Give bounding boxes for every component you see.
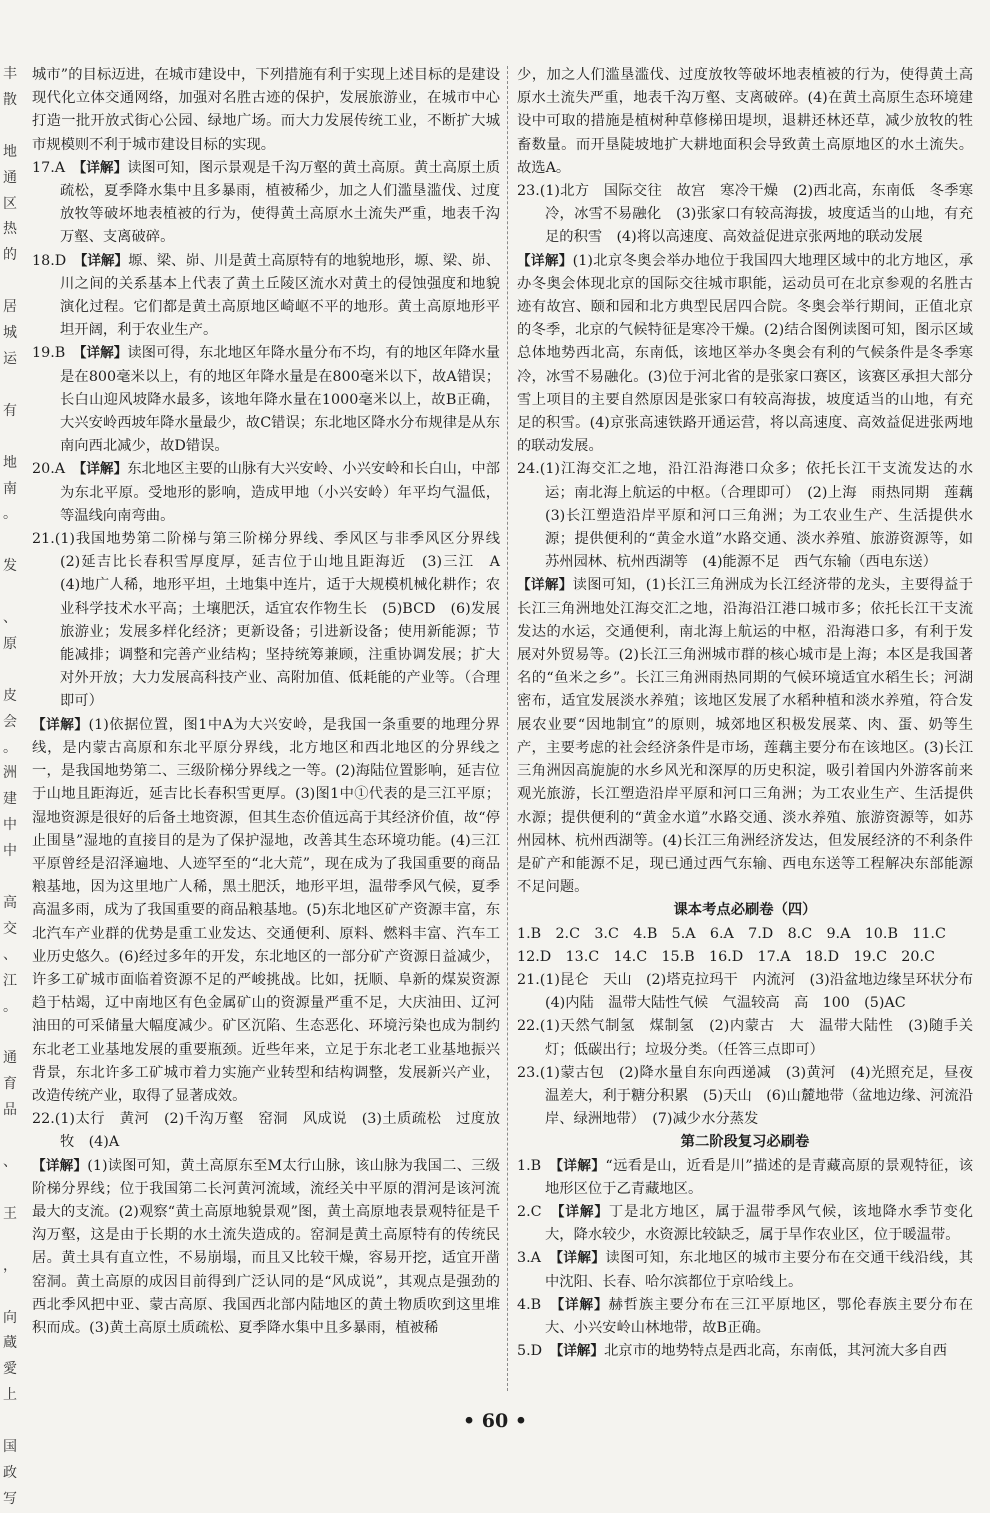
answer-number: 22. [32, 1111, 55, 1128]
answer-paragraph [517, 946, 973, 969]
explanation-tag: 【详解】 [32, 716, 89, 733]
answer-item [32, 342, 500, 458]
answer-text: 东北地区主要的山脉有大兴安岭、小兴安岭和长白山，中部为东北平原。受地形的影响，造成甲地（小兴安岭）年平均气温低，等温线向南弯曲。 [60, 461, 501, 524]
answer-number: 23. [517, 183, 540, 200]
section-title: 第二阶段复习必刷卷 [680, 1134, 810, 1151]
answer-paragraph [517, 574, 973, 899]
answer-item [517, 1062, 973, 1132]
answer-text: 塬、梁、峁、川是黄土高原特有的地貌地形，塬、梁、峁、川之间的关系基本上代表了黄土丘陵区流水对黄土的侵蚀强度和地貌演化过程。它们都是黄土高原地区崎岖不平的地形。黄土高原地形平坦开阔，利于农业生产。 [60, 252, 501, 339]
answer-item [517, 1294, 973, 1340]
answer-item [517, 458, 988, 574]
answer-number: 20.A [32, 461, 80, 478]
answer-text: (1)蒙古包 (2)降水量自东向西递减 (3)黄河 (4)光照充足，昼夜温差大，利于糖分积累 (5)天山 (6)山麓地带（盆地边缘、河流沿岸、绿洲地带） (7)减少水分蒸发 [539, 1064, 973, 1128]
answer-text: 少，加之人们滥垦滥伐、过度放牧等破坏地表植被的行为，使得黄土高原水土流失严重，地表千沟万壑、支离破碎。(4)在黄土高原生态环境建设中可取的措施是植树种草修梯田堤坝，退耕还林还草，减少放牧的牲畜数量。而开垦陡坡地扩大耕地面积会导致黄土高原地区的水土流失。故选A。 [517, 67, 973, 176]
explanation-tag: 【详解】 [32, 1157, 88, 1174]
answer-text: 城市”的目标迈进，在城市建设中，下列措施有利于实现上述目标的是建设现代化立体交通网络，加强对名胜古迹的保护，发展旅游业，在城市中心打造一批开放式街心公园、绿地广场。而大力发展传统工业，不断扩大城市规模则不利于城市建设目标的实现。 [32, 67, 500, 153]
answer-number: 1.B [517, 1157, 557, 1174]
answer-item [32, 250, 500, 343]
right-column [517, 64, 988, 1400]
answer-number: 24. [517, 461, 540, 478]
answer-number: 23. [517, 1064, 540, 1081]
answer-number: 22. [517, 1018, 540, 1035]
answer-paragraph [32, 714, 500, 1108]
answer-text: 读图可知，东北地区的城市主要分布在交通干线沿线，其中沈阳、长春、哈尔滨都位于京哈线上。 [545, 1250, 974, 1290]
answer-number: 18.D [32, 252, 81, 269]
answer-item [517, 1201, 973, 1247]
answer-number: 2.C [517, 1203, 558, 1220]
answer-text: (1)太行 黄河 (2)千沟万壑 窑洞 风成说 (3)土质疏松 过度放牧 (4)A [54, 1111, 500, 1151]
answer-paragraph [517, 64, 973, 180]
explanation-tag: 【详解】 [517, 577, 573, 594]
answer-paragraph [517, 250, 973, 459]
answer-text: (1)读图可知，黄土高原东至M太行山脉，该山脉为我国二、三级阶梯分界线；位于我国第二长河黄河流域，流经关中平原的渭河是该河流最大的支流。(2)观察“黄土高原地貌景观”图，黄土高原地表景观特征是千沟万壑，这是由于长期的水土流失造成的。窑洞是黄土高原特有的传统民居。黄土具有直立性，不易崩塌，而且又比较干燥，容易开挖，适宜开凿窑洞。黄土高原的成因目前得到广泛认同的是“风成说”，其观点是强劲的西北季风把中亚、蒙古高原、我国西北部内陆地区的黄土物质吹到这里堆积而成。(3)黄土高原土质疏松、夏季降水集中且多暴雨，植被稀 [32, 1157, 500, 1336]
answer-text: 12.D 13.C 14.C 15.B 16.D 17.A 18.D 19.C 20.C [517, 948, 935, 965]
answer-text: 北京市的地势特点是西北高，东南低，其河流大多自西 [603, 1343, 948, 1360]
answer-text: (1)昆仑 天山 (2)塔克拉玛干 内流河 (3)沿盆地边缘呈环状分布 (4)内陆 温带大陆性气候 气温较高 高 100 (5)AC [539, 971, 988, 1012]
answer-item [517, 1155, 973, 1201]
answer-text: 1.B 2.C 3.C 4.B 5.A 6.A 7.D 8.C 9.A 10.B 11.C [517, 925, 946, 942]
answer-text: (1)北京冬奥会举办地位于我国四大地理区域中的北方地区，承办冬奥会体现北京的国际交往城市职能，运动员可在北京参观的名胜古迹有故宫、颐和园和北方典型民居四合院。冬奥会举行期间，正值北京的冬季，北京的气候特征是寒冷干燥。(2)结合图例读图可知，图示区域总体地势西北高，东南低，该地区举办冬奥会有利的气候条件是冬季寒冷，冰雪不易融化。(3)位于河北省的是张家口赛区，该赛区承担大部分雪上项目的主要自然原因是张家口有较高海拔，坡度适当的山地，有充足的积雪。(4)京张高速铁路开通运营，将以高速度、高效益促进张两地的联动发展。 [517, 252, 974, 455]
answer-text: “远看是山，近看是川”描述的是青藏高原的景观特征，该地形区位于乙青藏地区。 [545, 1157, 973, 1197]
answer-text: 读图可知，(1)长江三角洲成为长江经济带的龙头，主要得益于长江三角洲地处江海交汇之地，沿海沿江港口城市多；依托长江干支流发达的水运，交通便利，南北海上航运的中枢，沿海港口多，有利于发展对外贸易等。(2)长江三角洲城市群的核心城市是上海；本区是我国著名的“鱼米之乡”。长江三角洲雨热同期的气候环境适宜水稻生长；河湖密布，适宜发展淡水养殖；该地区发展了水稻种植和淡水养殖，符合发展农业要“因地制宜”的原则，城郊地区积极发展菜、肉、蛋、奶等生产，主要考虑的社会经济条件是市场，莲藕主要分布在该地区。(3)长江三角洲因高旎旎的水乡风光和深厚的历史积淀，吸引着国内外游客前来观光旅游，长江塑造沿岸平原和河口三角洲；为工农业生产、生活提供水源；提供便利的“黄金水道”水路交通、淡水养殖、旅游资源等，如苏州园林、杭州西湖等。(4)长江三角洲经济发达，但发展经济的不利条件是矿产和能源不足，现已通过西气东输、西电东送等工程解决东部能源不足问题。 [517, 577, 974, 896]
explanation-tag: 【详解】 [556, 1343, 604, 1360]
answer-number: 21. [32, 531, 55, 548]
section-title: 课本考点必刷卷（四） [673, 902, 817, 919]
explanation-tag: 【详解】 [80, 252, 129, 269]
answer-number: 19.B [32, 345, 80, 362]
explanation-tag: 【详解】 [556, 1250, 606, 1267]
answer-text: (1)江海交汇之地，沿江沿海港口众多；依托长江干支流发达的水运；南北海上航运的中枢。（合理即可） (2)上海 雨热同期 莲藕 (3)长江塑造沿岸平原和河口三角洲；为工农业生产、生活提供水源；提供便利的“黄金水道”水路交通、淡水养殖、旅游资源等，如苏州园林、杭州西湖等 (4)能源不足 西气东输（西电东送） [539, 461, 988, 571]
answer-number: 21. [517, 971, 540, 988]
answer-paragraph [32, 64, 500, 157]
answer-item [32, 458, 500, 528]
answer-item [517, 969, 988, 1015]
answer-text: 赫哲族主要分布在三江平原地区，鄂伦春族主要分布在大、小兴安岭山林地带，故B正确。 [545, 1296, 973, 1336]
explanation-tag: 【详解】 [79, 461, 128, 478]
answer-item [32, 1108, 500, 1154]
answer-number: 3.A [517, 1250, 557, 1267]
page-number: • 60 • [463, 1410, 527, 1432]
answer-number: 4.B [517, 1296, 558, 1313]
answer-text: (1)天然气制氢 煤制氢 (2)内蒙古 大 温带大陆性 (3)随手关灯；低碳出行；垃圾分类。（任答三点即可） [539, 1018, 973, 1058]
answer-text: (1)北方 国际交往 故宫 寒冷干燥 (2)西北高，东南低 冬季寒冷，冰雪不易融化 (3)张家口有较高海拔，坡度适当的山地，有充足的积雪 (4)将以高速度、高效益促进京张两地的联动发展 [539, 183, 973, 246]
answer-paragraph [32, 1155, 500, 1341]
answer-item [32, 528, 515, 714]
answer-text: 读图可知，图示景观是千沟万壑的黄土高原。黄土高原土质疏松，夏季降水集中且多暴雨，植被稀少，加之人们滥垦滥伐、过度放牧等破坏地表植被的行为，使得黄土高原水土流失严重，地表千沟万壑、支离破碎。 [60, 159, 501, 246]
answer-item [517, 1015, 973, 1061]
left-column [32, 64, 515, 1400]
explanation-tag: 【详解】 [557, 1296, 609, 1313]
explanation-tag: 【详解】 [79, 159, 128, 176]
adjacent-page-edge-text: 丰 散 地 通 区 热 的 居 城 运 有 地 南 。 发 、 原 皮 会 。 洲 建 中 中 高 交 、 江 。 通 育 品 、 王 ， 向 蔵 愛 上 国 政 写 [3, 66, 17, 1507]
answer-item [517, 1340, 973, 1363]
answer-number: 5.D [517, 1343, 557, 1360]
answer-paragraph [517, 923, 973, 946]
answer-number: 17.A [32, 159, 80, 176]
answer-text: 读图可得，东北地区年降水量分布不均，有的地区年降水量是在800毫米以上，有的地区年降水量是在800毫米以下，故A错误；长白山迎风坡降水最多，该地年降水量在1000毫米以上，故B正确，大兴安岭西坡年降水量最少，故C错误；东北地区降水分布规律是从东南向西北减少，故D错误。 [60, 345, 501, 455]
answer-item [517, 1247, 973, 1293]
explanation-tag: 【详解】 [557, 1203, 609, 1220]
column-divider [507, 66, 508, 1391]
answer-text: 丁是北方地区，属于温带季风气候，该地降水季节变化大，降水较少，水资源比较缺乏，属于旱作农业区，位于暖温带。 [545, 1203, 973, 1244]
answer-text: (1)依据位置，图1中A为大兴安岭，是我国一条重要的地理分界线，是内蒙古高原和东北平原分界线，北方地区和西北地区的分界线之一，是我国地势第二、三级阶梯分界线之一等。(2)海陆位置影响，延吉位于山地且距海近，延吉比长春积雪更厚。(3)图1中①代表的是三江平原；湿地资源是很好的后备土地资源，但其生态价值远高于其经济价值，故“停止围垦”湿地的直接目的是为了保护湿地，改善其生态环境功能。(4)三江平原曾经是沼泽遍地、人迹罕至的“北大荒”，现在成为了我国重要的商品粮基地，因为这里地广人稀，黑土肥沃，地形平坦，温带季风气候，夏季高温多雨，成为了我国重要的商品粮基地。(5)东北地区矿产资源丰富，东北汽车产业群的优势是重工业发达、交通便利、原料、燃料丰富、汽车工业历史悠久。(6)经过多年的开发，东北地区的一部分矿产资源日益减少，许多工矿城市面临着资源不足的严峻挑战。比如，抚顺、阜新的煤炭资源趋于枯竭，辽中南地区有色金属矿山的资源量严重不足，大庆油田、辽河油田的可采储量大幅度减少。矿区沉陷、生态恶化、环境污染也成为制约东北老工业基地发展的重要瓶颈。近些年来，立足于东北老工业基地振兴背景，东北许多工矿城市着力实施产业转型和结构调整，发展新兴产业，改造传统产业，取得了显著成效。 [32, 716, 501, 1104]
answer-text: (1)我国地势第二阶梯与第三阶梯分界线、季风区与非季风区分界线 (2)延吉比长春积雪厚度厚，延吉位于山地且距海近 (3)三江 A (4)地广人稀，地形平坦，土地集中连片，适于大规模机械化耕作；农业科学技术水平高；土壤肥沃，适宜农作物生长 (5)BCD (6)发展旅游业；发展多样化经济；更新设备；引进新设备；使用新能源；节能减排；调整和完善产业结构；坚持统筹兼顾，注重协调发展；扩大对外开放；大力发展高科技产业、高附加值、低耗能的产业等。（合理即可） [54, 531, 515, 710]
explanation-tag: 【详解】 [556, 1157, 606, 1174]
explanation-tag: 【详解】 [517, 252, 573, 269]
answer-item [32, 157, 500, 250]
explanation-tag: 【详解】 [79, 345, 128, 362]
answer-item [517, 180, 973, 250]
